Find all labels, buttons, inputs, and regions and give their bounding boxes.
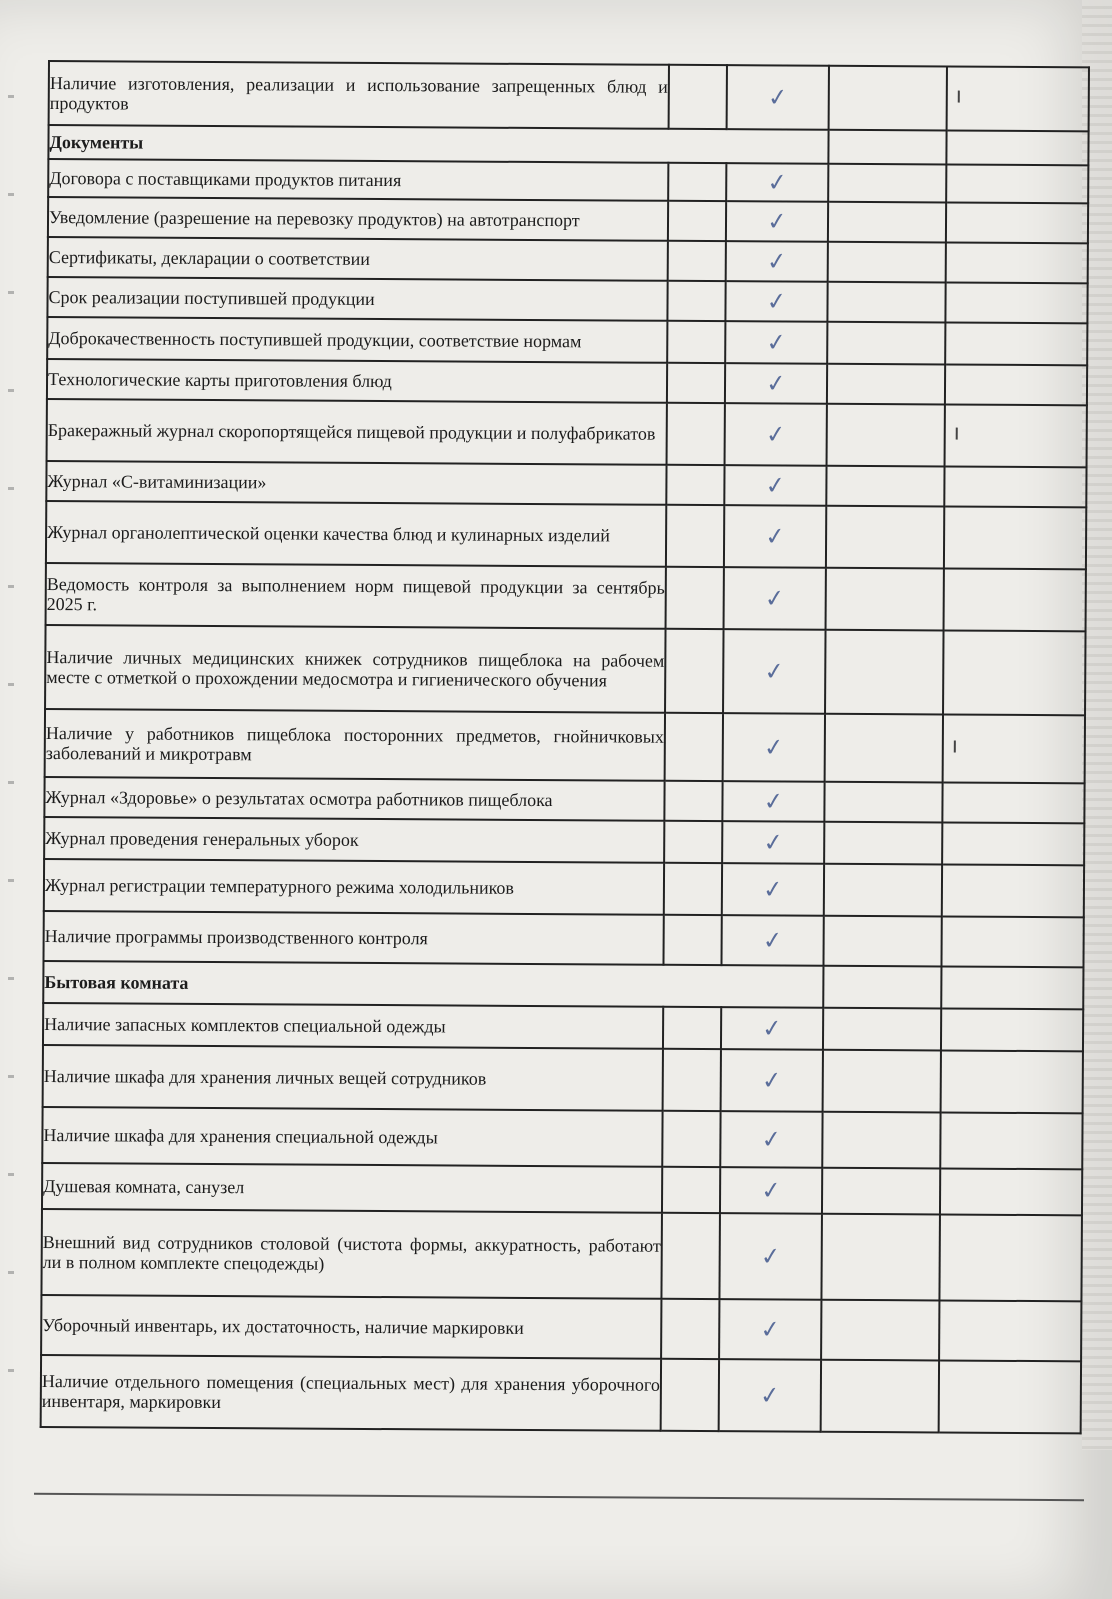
check-cell [724, 505, 826, 568]
empty-cell [665, 629, 724, 713]
empty-cell [666, 505, 724, 567]
criterion-text: Внешний вид сотрудников столовой (чистота формы, аккуратность, работают ли в полном комплекте спецодежды) [41, 1209, 662, 1299]
check-cell [720, 1111, 822, 1168]
empty-cell [939, 1360, 1081, 1433]
checklist-row [47, 277, 1087, 323]
checklist-row [47, 399, 1087, 467]
criterion-text: Договора с поставщиками продуктов питания [48, 159, 668, 201]
empty-cell [822, 1168, 940, 1215]
checklist-row [46, 563, 1086, 631]
section-header-row [43, 961, 1083, 1009]
empty-cell [827, 364, 945, 405]
empty-cell [946, 164, 1088, 203]
check-cell [724, 567, 826, 630]
empty-cell [826, 466, 944, 507]
empty-cell [827, 282, 945, 323]
empty-cell [824, 782, 942, 823]
empty-cell [826, 568, 944, 631]
checklist-row [45, 625, 1085, 715]
check-cell [726, 241, 828, 282]
checklist-row [43, 1003, 1083, 1051]
check-cell [723, 629, 826, 714]
empty-cell [944, 466, 1086, 507]
checklist-row [49, 61, 1089, 131]
empty-cell [666, 465, 724, 505]
checklist-row [47, 359, 1087, 405]
empty-cell [822, 1112, 940, 1169]
empty-cell [823, 1050, 941, 1113]
checkmark-icon: ✓ [765, 246, 789, 277]
check-cell [726, 201, 828, 242]
check-cell [725, 363, 827, 404]
checklist-row [44, 859, 1084, 917]
empty-cell [945, 364, 1087, 405]
criterion-text: Журнал «С-витаминизации» [46, 461, 666, 505]
checkmark-icon: ✓ [762, 732, 786, 763]
criterion-text: Уборочный инвентарь, их достаточность, наличие маркировки [41, 1295, 661, 1359]
checkmark-icon: ✓ [766, 82, 790, 113]
checkmark-icon: ✓ [765, 206, 789, 237]
empty-cell [944, 506, 1086, 569]
checkmark-icon: ✓ [760, 1013, 784, 1044]
checkmark-icon: ✓ [759, 1175, 783, 1206]
check-cell [727, 65, 829, 130]
empty-cell [944, 568, 1086, 631]
checklist-row [41, 1209, 1082, 1301]
empty-cell [666, 567, 724, 629]
empty-cell [827, 322, 945, 365]
criterion-text: Наличие личных медицинских книжек сотрудников пищеблока на рабочем месте с отметкой о прохождении медосмотра и гигиенического обучения [45, 625, 666, 713]
checkmark-icon: ✓ [758, 1380, 782, 1411]
empty-cell [940, 1168, 1082, 1215]
check-cell [725, 281, 827, 322]
checklist-row [48, 237, 1088, 283]
checklist-row [48, 159, 1088, 203]
checkmark-icon: ✓ [758, 1314, 782, 1345]
checklist-table [40, 60, 1090, 1434]
empty-cell [940, 1112, 1082, 1169]
empty-cell [828, 130, 946, 165]
empty-cell [946, 202, 1088, 243]
empty-cell [667, 403, 725, 465]
check-cell [720, 1167, 822, 1214]
section-title: Документы [48, 125, 828, 164]
empty-cell [662, 1111, 720, 1167]
checkmark-icon: ✓ [761, 925, 785, 956]
empty-cell [668, 241, 726, 281]
check-cell [722, 781, 824, 822]
empty-cell [661, 1359, 719, 1431]
empty-cell [662, 1167, 720, 1213]
empty-cell [823, 1008, 941, 1051]
checklist-row [45, 709, 1085, 783]
checkmark-icon: ✓ [765, 167, 789, 198]
checkmark-icon: ✓ [763, 583, 787, 614]
empty-cell [939, 1214, 1082, 1301]
checklist-row [41, 1355, 1081, 1433]
empty-cell [826, 506, 944, 569]
empty-cell [827, 404, 945, 467]
empty-cell [828, 242, 946, 283]
criterion-text: Журнал регистрации температурного режима холодильников [44, 859, 664, 915]
checklist-row [46, 461, 1086, 507]
check-cell [721, 1049, 823, 1112]
checklist-row [43, 1045, 1083, 1113]
checklist-row [44, 777, 1084, 823]
empty-cell [946, 130, 1088, 165]
criterion-text: Доброкачественность поступившей продукции, соответствие нормам [47, 317, 667, 363]
empty-cell [825, 630, 944, 715]
page-bottom-line [34, 1493, 1084, 1501]
empty-cell [663, 1049, 721, 1111]
empty-cell [942, 864, 1084, 917]
empty-cell [946, 242, 1088, 283]
empty-cell [823, 966, 941, 1009]
empty-cell [939, 1300, 1081, 1361]
criterion-text: Душевая комната, санузел [42, 1163, 662, 1213]
empty-cell [824, 822, 942, 865]
empty-cell [667, 363, 725, 403]
checkmark-icon: ✓ [761, 827, 785, 858]
empty-cell [943, 630, 1086, 715]
check-cell [722, 863, 824, 916]
check-cell [719, 1359, 821, 1432]
empty-cell [661, 1299, 719, 1359]
check-cell [723, 713, 825, 782]
check-cell [725, 321, 827, 364]
empty-cell [663, 1007, 721, 1049]
empty-cell [661, 1213, 720, 1299]
empty-cell [945, 282, 1087, 323]
check-cell [721, 915, 823, 966]
empty-cell [945, 322, 1087, 365]
check-cell [724, 465, 826, 506]
check-cell [726, 163, 828, 202]
empty-cell [664, 781, 722, 821]
checklist-row [42, 1107, 1082, 1169]
empty-cell [941, 1050, 1083, 1113]
check-cell [719, 1213, 822, 1300]
check-cell [719, 1299, 821, 1360]
criterion-text: Наличие у работников пищеблока посторонних предметов, гнойничковых заболеваний и микротравм [45, 709, 665, 781]
criterion-text: Уведомление (разрешение на перевозку продуктов) на автотранспорт [48, 197, 668, 241]
checklist-row [44, 817, 1084, 865]
empty-cell [667, 321, 725, 363]
pen-mark [956, 428, 958, 440]
empty-cell [668, 163, 726, 201]
checkmark-icon: ✓ [760, 1065, 784, 1096]
empty-cell [943, 714, 1085, 783]
binder-holes [8, 0, 14, 1400]
checkmark-icon: ✓ [765, 286, 788, 317]
empty-cell [669, 65, 727, 129]
empty-cell [823, 916, 941, 967]
checkmark-icon: ✓ [761, 874, 785, 905]
pen-mark [958, 91, 960, 103]
criterion-text: Наличие шкафа для хранения специальной одежды [42, 1107, 662, 1167]
empty-cell [668, 201, 726, 241]
empty-cell [942, 782, 1084, 823]
empty-cell [821, 1300, 939, 1361]
checkmark-icon: ✓ [764, 327, 788, 358]
pen-mark [954, 741, 956, 753]
checkmark-icon: ✓ [764, 368, 788, 399]
checkmark-icon: ✓ [764, 419, 788, 450]
check-cell [722, 821, 824, 864]
empty-cell [941, 1008, 1083, 1051]
empty-cell [821, 1214, 940, 1301]
empty-cell [667, 281, 725, 321]
checkmark-icon: ✓ [760, 1124, 783, 1155]
criterion-text: Наличие отдельного помещения (специальных мест) для хранения уборочного инвентаря, маркировки [41, 1355, 661, 1431]
empty-cell [665, 713, 723, 781]
empty-cell [942, 822, 1084, 865]
checklist-table-container [40, 60, 1078, 1434]
check-cell [725, 403, 827, 466]
criterion-text: Журнал органолептической оценки качества блюд и кулинарных изделий [46, 501, 666, 567]
checkmark-icon: ✓ [763, 521, 787, 552]
criterion-text: Наличие программы производственного контроля [43, 911, 663, 965]
criterion-text: Наличие изготовления, реализации и использование запрещенных блюд и продуктов [49, 61, 669, 129]
section-title: Бытовая комната [43, 961, 823, 1008]
criterion-text: Журнал проведения генеральных уборок [44, 817, 664, 863]
empty-cell [828, 164, 946, 203]
empty-cell [664, 821, 722, 863]
empty-cell [825, 714, 943, 783]
criterion-text: Наличие запасных комплектов специальной одежды [43, 1003, 663, 1049]
empty-cell [829, 66, 947, 131]
criterion-text: Ведомость контроля за выполнением норм пищевой продукции за сентябрь 2025 г. [46, 563, 666, 629]
empty-cell [663, 915, 721, 965]
checkmark-icon: ✓ [762, 656, 786, 687]
empty-cell [945, 404, 1087, 467]
empty-cell [824, 864, 942, 917]
checkmark-icon: ✓ [764, 470, 787, 501]
checkmark-icon: ✓ [762, 786, 785, 817]
empty-cell [664, 863, 722, 915]
checklist-row [43, 911, 1083, 967]
checklist-row [42, 1163, 1082, 1215]
checkmark-icon: ✓ [759, 1241, 783, 1272]
empty-cell [947, 66, 1089, 131]
checklist-row [41, 1295, 1081, 1361]
empty-cell [821, 1360, 939, 1433]
empty-cell [941, 916, 1083, 967]
checklist-row [48, 197, 1088, 243]
criterion-text: Технологические карты приготовления блюд [47, 359, 667, 403]
checklist-row [46, 501, 1086, 569]
criterion-text: Сертификаты, декларации о соответствии [48, 237, 668, 281]
checklist-body [41, 61, 1089, 1433]
check-cell [721, 1007, 823, 1050]
checklist-row [47, 317, 1087, 365]
criterion-text: Срок реализации поступившей продукции [47, 277, 667, 321]
criterion-text: Наличие шкафа для хранения личных вещей сотрудников [43, 1045, 663, 1111]
empty-cell [941, 966, 1083, 1009]
criterion-text: Журнал «Здоровье» о результатах осмотра работников пищеблока [44, 777, 664, 821]
empty-cell [828, 202, 946, 243]
criterion-text: Бракеражный журнал скоропортящейся пищевой продукции и полуфабрикатов [47, 399, 667, 465]
